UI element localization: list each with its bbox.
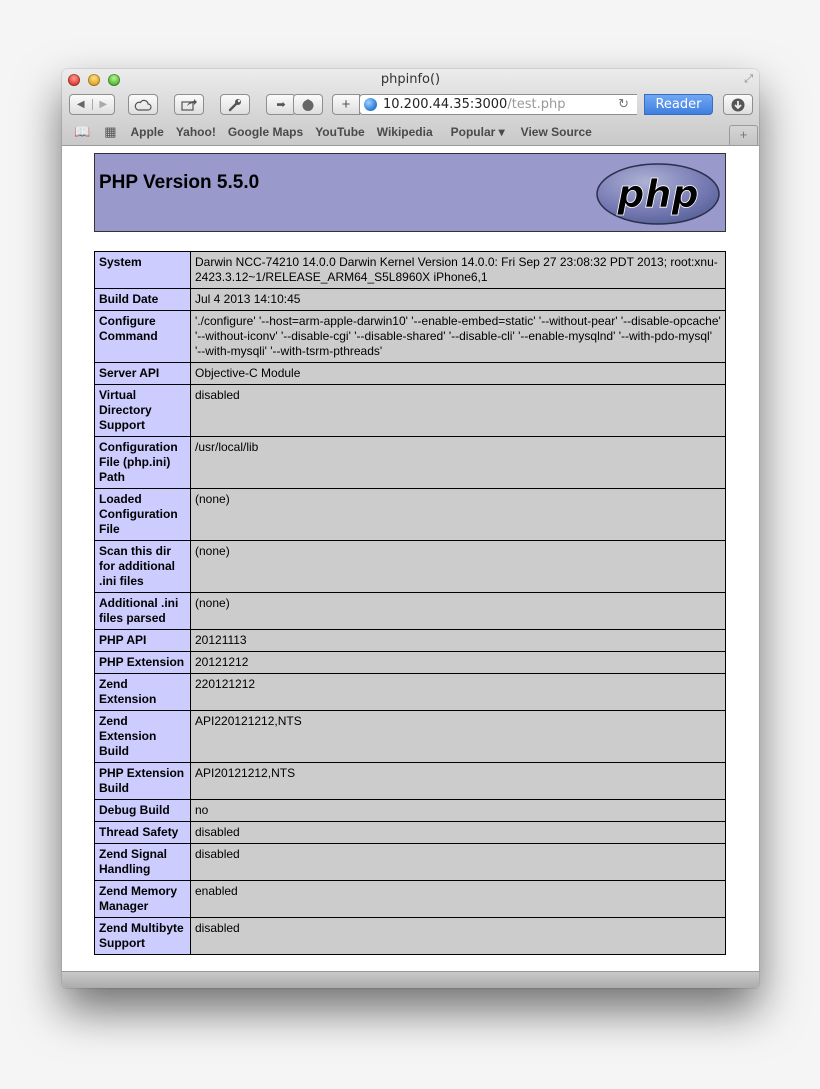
page-title: PHP Version 5.5.0 xyxy=(99,172,260,193)
row-value: 20121212 xyxy=(191,652,726,674)
bookmarks-bar xyxy=(62,121,759,143)
address-bar[interactable] xyxy=(359,94,637,115)
row-label: PHP Extension xyxy=(95,652,191,674)
row-value: disabled xyxy=(191,385,726,437)
table-row xyxy=(95,289,726,311)
cloud-icon xyxy=(134,99,152,111)
table-row xyxy=(95,652,726,674)
php-info-table xyxy=(94,251,726,955)
row-value: './configure' '--host=arm-apple-darwin10' '--enable-embed=static' '--without-pear' '--disable-opcache' '--without-iconv' '--disable-cgi' '--disable-shared' '--disable-cli' '--enable-mysqlnd' '--with-pdo-mysql' '--with-mysqli' '--with-tsrm-pthreads' xyxy=(191,311,726,363)
bookmark-yahoo[interactable]: Yahoo! xyxy=(175,125,216,139)
table-row xyxy=(95,385,726,437)
url-path: /test.php xyxy=(507,97,566,112)
browser-window xyxy=(62,69,759,988)
row-value: (none) xyxy=(191,489,726,541)
row-value: (none) xyxy=(191,593,726,630)
extension-button[interactable] xyxy=(293,94,323,115)
row-value: API20121212,NTS xyxy=(191,763,726,800)
row-label: Scan this dir for additional .ini files xyxy=(95,541,191,593)
row-value: Darwin NCC-74210 14.0.0 Darwin Kernel Version 14.0.0: Fri Sep 27 23:08:32 PDT 2013; root:xnu-2423.3.12~1/RELEASE_ARM64_S5L8960X iPhone6,1 xyxy=(191,252,726,289)
download-icon xyxy=(731,98,745,112)
table-row xyxy=(95,489,726,541)
plus-icon: + xyxy=(341,96,351,113)
row-value: 20121113 xyxy=(191,630,726,652)
toolbar xyxy=(69,94,754,117)
svg-text:php: php xyxy=(617,172,699,216)
reader-button[interactable]: Reader xyxy=(644,94,713,115)
table-row xyxy=(95,630,726,652)
tools-button[interactable] xyxy=(220,94,250,115)
bookmark-youtube[interactable]: YouTube xyxy=(315,125,365,139)
browser-chrome xyxy=(62,69,759,146)
ghost-extension-icon xyxy=(301,98,315,112)
url-host: 10.200.44.35:3000 xyxy=(383,97,508,112)
back-forward-buttons xyxy=(69,94,115,115)
table-row xyxy=(95,363,726,385)
row-label: Configure Command xyxy=(95,311,191,363)
row-label: Debug Build xyxy=(95,800,191,822)
table-row xyxy=(95,541,726,593)
back-button[interactable]: ◀ xyxy=(76,99,85,110)
table-row xyxy=(95,252,726,289)
row-label: Server API xyxy=(95,363,191,385)
top-sites-icon[interactable]: ▦ xyxy=(104,124,116,139)
reading-list-icon[interactable]: 📖 xyxy=(74,124,91,139)
row-value: disabled xyxy=(191,822,726,844)
table-row xyxy=(95,593,726,630)
globe-icon xyxy=(364,98,377,111)
row-label: PHP API xyxy=(95,630,191,652)
bookmark-popular[interactable]: Popular ▾ xyxy=(450,125,505,139)
table-row xyxy=(95,918,726,955)
table-row xyxy=(95,311,726,363)
row-label: Zend Signal Handling xyxy=(95,844,191,881)
row-value: 220121212 xyxy=(191,674,726,711)
table-row xyxy=(95,437,726,489)
icloud-tabs-button[interactable] xyxy=(128,94,158,115)
table-row xyxy=(95,711,726,763)
table-row xyxy=(95,844,726,881)
row-value: API220121212,NTS xyxy=(191,711,726,763)
downloads-button[interactable] xyxy=(723,94,753,115)
row-label: System xyxy=(95,252,191,289)
share-icon xyxy=(181,98,197,111)
row-value: disabled xyxy=(191,918,726,955)
forward-button[interactable]: ▶ xyxy=(92,99,115,110)
row-label: Virtual Directory Support xyxy=(95,385,191,437)
bookmark-google-maps[interactable]: Google Maps xyxy=(227,125,304,139)
row-value: no xyxy=(191,800,726,822)
bookmark-wikipedia[interactable]: Wikipedia xyxy=(376,125,433,139)
row-value: Objective-C Module xyxy=(191,363,726,385)
status-bar xyxy=(62,971,759,988)
row-label: Thread Safety xyxy=(95,822,191,844)
fullscreen-icon[interactable]: ⤢ xyxy=(744,73,753,85)
row-label: Zend Memory Manager xyxy=(95,881,191,918)
arrow-right-icon: ➡ xyxy=(276,99,286,111)
table-row xyxy=(95,674,726,711)
table-row xyxy=(95,800,726,822)
php-logo-icon xyxy=(595,162,721,226)
window-title: phpinfo() xyxy=(380,72,441,87)
table-row xyxy=(95,763,726,800)
row-value: Jul 4 2013 14:10:45 xyxy=(191,289,726,311)
bookmark-view-source[interactable]: View Source xyxy=(520,125,592,139)
wrench-icon xyxy=(228,98,242,112)
row-label: Build Date xyxy=(95,289,191,311)
row-label: PHP Extension Build xyxy=(95,763,191,800)
row-label: Configuration File (php.ini) Path xyxy=(95,437,191,489)
row-value: /usr/local/lib xyxy=(191,437,726,489)
table-row xyxy=(95,881,726,918)
table-row xyxy=(95,822,726,844)
bookmark-apple[interactable]: Apple xyxy=(130,125,164,139)
reload-icon[interactable]: ↻ xyxy=(618,97,629,112)
new-tab-button[interactable]: + xyxy=(729,125,758,145)
row-label: Zend Extension xyxy=(95,674,191,711)
add-bookmark-button[interactable] xyxy=(332,94,360,115)
row-label: Zend Extension Build xyxy=(95,711,191,763)
row-value: enabled xyxy=(191,881,726,918)
page-content xyxy=(62,146,759,972)
php-version-header xyxy=(94,153,726,232)
row-value: disabled xyxy=(191,844,726,881)
share-button[interactable] xyxy=(174,94,204,115)
row-label: Loaded Configuration File xyxy=(95,489,191,541)
row-label: Zend Multibyte Support xyxy=(95,918,191,955)
row-label: Additional .ini files parsed xyxy=(95,593,191,630)
row-value: (none) xyxy=(191,541,726,593)
go-button[interactable] xyxy=(266,94,296,115)
